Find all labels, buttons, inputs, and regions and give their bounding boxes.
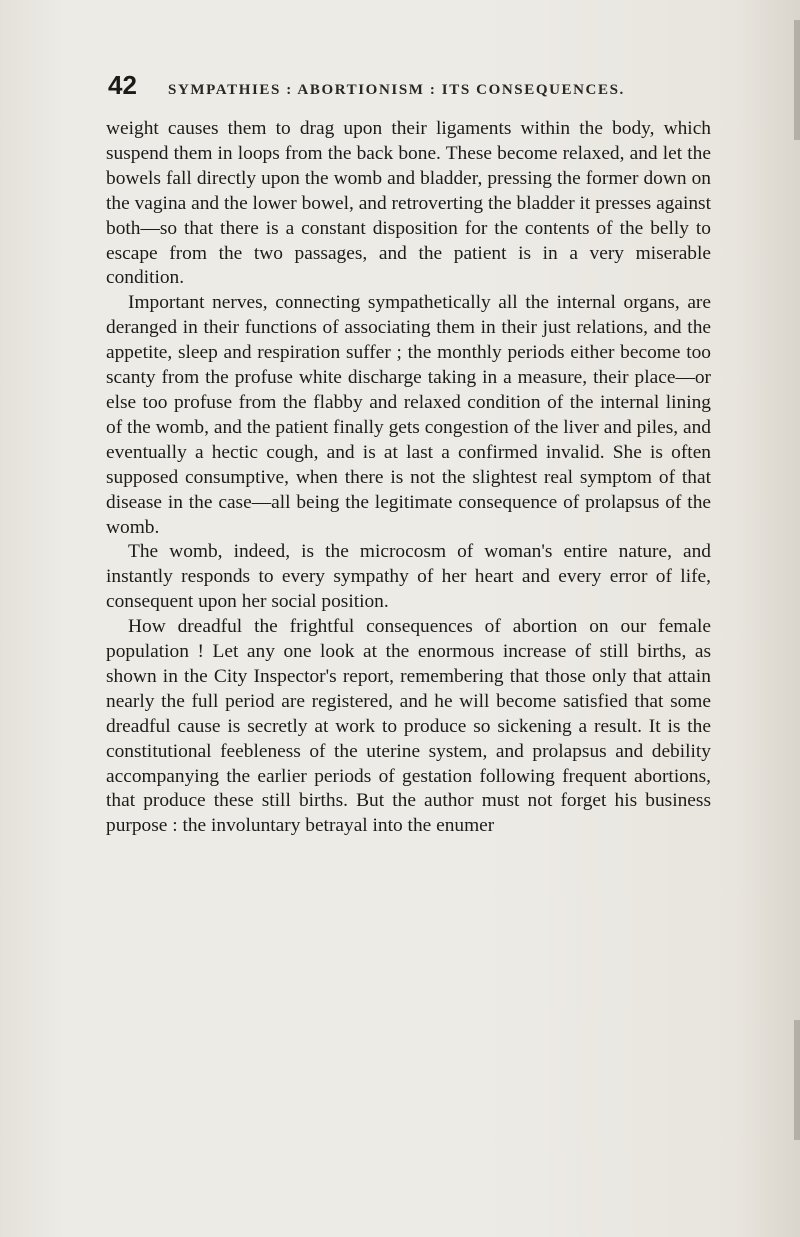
paragraph-continued: weight causes them to drag upon their ligaments within the body, which suspend them in loops from the back bone. These become relaxed, and let the bowels fall directly upon the womb and bladder, pressing the former down on the vagina and the lower bowel, and retroverting the bladder it presses against both—so that there is a constant disposition for the contents of the belly to escape from the two passages, and the patient is in a very miserable condition. [106, 118, 711, 289]
paragraph: The womb, indeed, is the microcosm of woman's entire nature, and instantly responds to every sympathy of her heart and every error of life, consequent upon her social position. [106, 541, 711, 613]
paragraph: How dreadful the frightful consequences of abortion on our female population ! Let any one look at the enormous increase of still births, as shown in the City Inspector's report, remembering that those only that attain nearly the full period are registered, and he will become satisfied that some dreadful cause is secretly at work to produce so sickening a result. It is the constitutional feebleness of the uterine system, and prolapsus and debility accompanying the earlier periods of gestation following frequent abortions, that produce these still births. But the author must not forget his business purpose : the involuntary betrayal into the enumer [106, 616, 711, 837]
body-text [106, 117, 711, 839]
paragraph: Important nerves, connecting sympathetically all the internal organs, are deranged in their functions of associating them in their just relations, and the appetite, sleep and respiration suffer ; the monthly periods either become too scanty from the profuse white discharge taking in a measure, their place—or else too profuse from the flabby and relaxed condition of the internal lining of the womb, and the patient finally gets congestion of the liver and piles, and eventually a hectic cough, and is at last a confirmed invalid. She is often supposed consumptive, when there is not the slightest real symptom of that disease in the case—all being the legitimate consequence of prolapsus of the womb. [106, 292, 711, 538]
page-edge-shadow [794, 20, 800, 140]
page-edge-shadow [794, 1020, 800, 1140]
running-title: SYMPATHIES : ABORTIONISM : ITS CONSEQUENCES. [168, 82, 625, 98]
running-head [108, 70, 708, 104]
page-number: 42 [108, 70, 137, 100]
